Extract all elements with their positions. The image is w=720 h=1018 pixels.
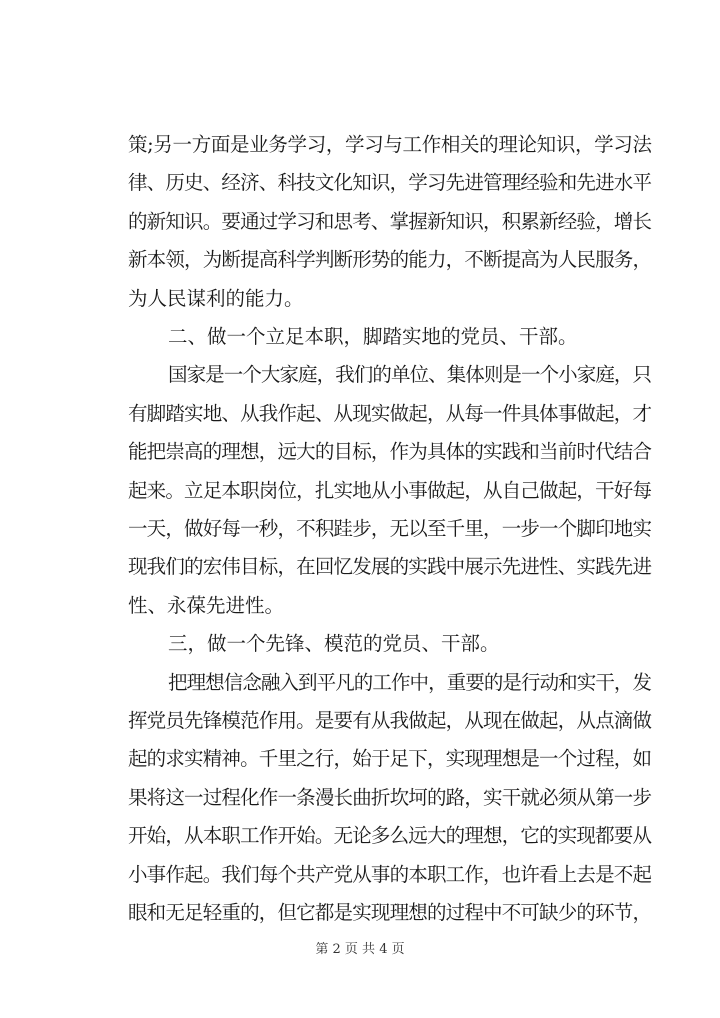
section-heading: 三，做一个先锋、模范的党员、干部。: [168, 632, 500, 656]
text-line: 现我们的宏伟目标，在回忆发展的实践中展示先进性、实践先进: [128, 555, 652, 579]
text-line: 开始，从本职工作开始。无论多么远大的理想，它的实现都要从: [128, 824, 652, 848]
text-line: 有脚踏实地、从我作起、从现实做起，从每一件具体事做起，才: [128, 401, 652, 425]
text-line: 策;另一方面是业务学习，学习与工作相关的理论知识，学习法: [128, 133, 652, 156]
text-line: 眼和无足轻重的，但它都是实现理想的过程中不可缺少的环节，: [128, 901, 652, 924]
text-line: 新本领，为断提高科学判断形势的能力，不断提高为人民服务，: [128, 248, 652, 272]
text-line: 一天，做好每一秒，不积跬步，无以至千里，一步一个脚印地实: [128, 517, 652, 540]
text-line: 能把崇高的理想，远大的目标，作为具体的实践和当前时代结合: [128, 440, 652, 464]
text-line: 挥党员先锋模范作用。是要有从我做起，从现在做起，从点滴做: [128, 709, 652, 732]
text-line: 律、历史、经济、科技文化知识，学习先进管理经验和先进水平: [128, 171, 652, 195]
section-heading: 二、做一个立足本职，脚踏实地的党员、干部。: [168, 325, 578, 348]
page-number-footer: 第 2 页 共 4 页: [315, 942, 405, 957]
text-line: 的新知识。要通过学习和思考、掌握新知识，积累新经验，增长: [128, 209, 652, 233]
text-line: 为人民谋利的能力。: [128, 286, 304, 310]
text-line: 把理想信念融入到平凡的工作中，重要的是行动和实干，发: [168, 670, 652, 694]
text-line: 起的求实精神。千里之行，始于足下，实现理想是一个过程，如: [128, 747, 652, 771]
text-line: 国家是一个大家庭，我们的单位、集体则是一个小家庭，只: [168, 363, 652, 387]
text-line: 小事作起。我们每个共产党从事的本职工作，也许看上去是不起: [128, 862, 652, 886]
text-line: 果将这一过程化作一条漫长曲折坎坷的路，实干就必须从第一步: [128, 785, 652, 809]
text-line: 性、永葆先进性。: [128, 593, 285, 617]
text-line: 起来。立足本职岗位，扎实地从小事做起，从自己做起，干好每: [128, 478, 652, 502]
